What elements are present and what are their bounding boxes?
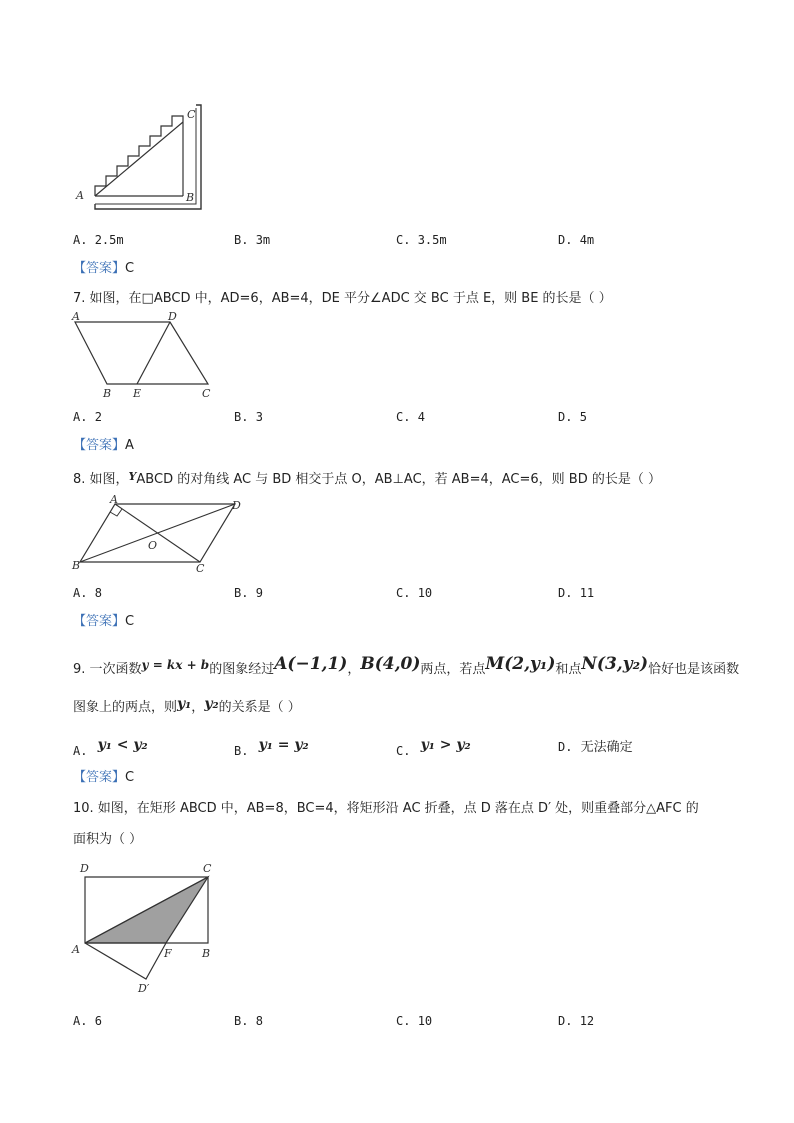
label-O: O xyxy=(148,539,158,552)
label-C: C xyxy=(196,562,205,574)
label-E: E xyxy=(133,387,142,400)
q8-stem: 8. 如图，$^Y$ABCD 的对角线 AC 与 BD 相交于点 O，AB⊥AC，若 AB=4，AC=6，则 BD 的长是（ ） xyxy=(73,470,661,487)
q6-option-c: C. 3.5m xyxy=(396,233,447,247)
label-D-prime: D′ xyxy=(138,982,150,995)
parallelogram-figure-q7 xyxy=(70,312,220,402)
q9-answer: 【答案】C xyxy=(73,770,135,785)
label-B: B xyxy=(103,387,112,400)
q7-option-d: D. 5 xyxy=(558,410,587,424)
staircase-figure xyxy=(70,100,210,215)
q10-option-b: B. 8 xyxy=(234,1014,263,1028)
label-B: B xyxy=(186,191,195,204)
label-C: C xyxy=(203,862,212,875)
q8-answer: 【答案】C xyxy=(73,614,135,629)
point-B: B(4,0) xyxy=(360,654,421,674)
var-y1: y₁ xyxy=(177,696,192,712)
q9-option-c: C. y₁ > y₂ xyxy=(396,737,471,758)
q9-stem-line1: 9. 一次函数y = kx + b的图象经过A(−1,1)，B(4,0)两点，若点M(2,y₁)和点N(3,y₂)恰好也是该函数 xyxy=(73,654,740,677)
label-D: D xyxy=(232,499,241,512)
q6-option-d: D. 4m xyxy=(558,233,595,247)
var-y2: y₂ xyxy=(204,696,219,712)
q7-option-c: C. 4 xyxy=(396,410,425,424)
q10-stem-line1: 10. 如图，在矩形 ABCD 中，AB=8，BC=4，将矩形沿 AC 折叠，点 D 落在点 D′ 处，则重叠部分△AFC 的 xyxy=(73,801,699,816)
q8-option-b: B. 9 xyxy=(234,586,263,600)
q7-stem: 7. 如图，在□ABCD 中，AD=6，AB=4，DE 平分∠ADC 交 BC 于点 E，则 BE 的长是（ ） xyxy=(73,291,612,306)
segment-DE xyxy=(137,322,170,384)
label-C: C xyxy=(202,387,211,400)
point-N: N(3,y₂) xyxy=(581,654,649,674)
function-expression: y = kx + b xyxy=(141,658,210,672)
label-D: D xyxy=(168,312,177,323)
q10-stem-line2: 面积为（ ） xyxy=(73,832,143,847)
q6-option-b: B. 3m xyxy=(234,233,271,247)
q10-option-a: A. 6 xyxy=(73,1014,102,1028)
q9-option-b: B. y₁ = y₂ xyxy=(234,737,309,758)
q7-option-a: A. 2 xyxy=(73,410,102,424)
label-A: A xyxy=(110,494,118,506)
q8-option-c: C. 10 xyxy=(396,586,433,600)
q6-option-a: A. 2.5m xyxy=(73,233,124,247)
parallelogram-figure-q8 xyxy=(70,494,250,574)
label-B: B xyxy=(72,559,81,572)
label-C: C xyxy=(187,108,196,121)
label-A: A xyxy=(72,312,80,323)
label-D: D xyxy=(80,862,89,875)
label-A: A xyxy=(72,943,80,956)
parallelogram-symbol: Y xyxy=(128,470,137,483)
q9-stem-line2: 图象上的两点，则y₁，y₂的关系是（ ） xyxy=(73,696,301,715)
q10-option-c: C. 10 xyxy=(396,1014,433,1028)
rectangle-fold-figure xyxy=(68,858,228,998)
hypotenuse-AC xyxy=(95,122,183,196)
q10-option-d: D. 12 xyxy=(558,1014,595,1028)
q8-option-a: A. 8 xyxy=(73,586,102,600)
label-A: A xyxy=(76,189,84,202)
point-A: A(−1,1) xyxy=(274,654,348,674)
point-M: M(2,y₁) xyxy=(485,654,556,674)
wall-inner xyxy=(95,108,196,204)
label-B: B xyxy=(202,947,211,960)
label-F: F xyxy=(164,947,172,960)
q7-answer: 【答案】A xyxy=(73,438,134,453)
q8-option-d: D. 11 xyxy=(558,586,595,600)
diagonal-BD xyxy=(80,504,235,562)
q9-option-d: D. 无法确定 xyxy=(558,740,633,755)
stair-steps xyxy=(95,116,183,196)
q7-option-b: B. 3 xyxy=(234,410,263,424)
q6-answer: 【答案】C xyxy=(73,261,135,276)
folded-edges xyxy=(85,943,166,979)
q9-option-a: A. y₁ < y₂ xyxy=(73,737,148,758)
